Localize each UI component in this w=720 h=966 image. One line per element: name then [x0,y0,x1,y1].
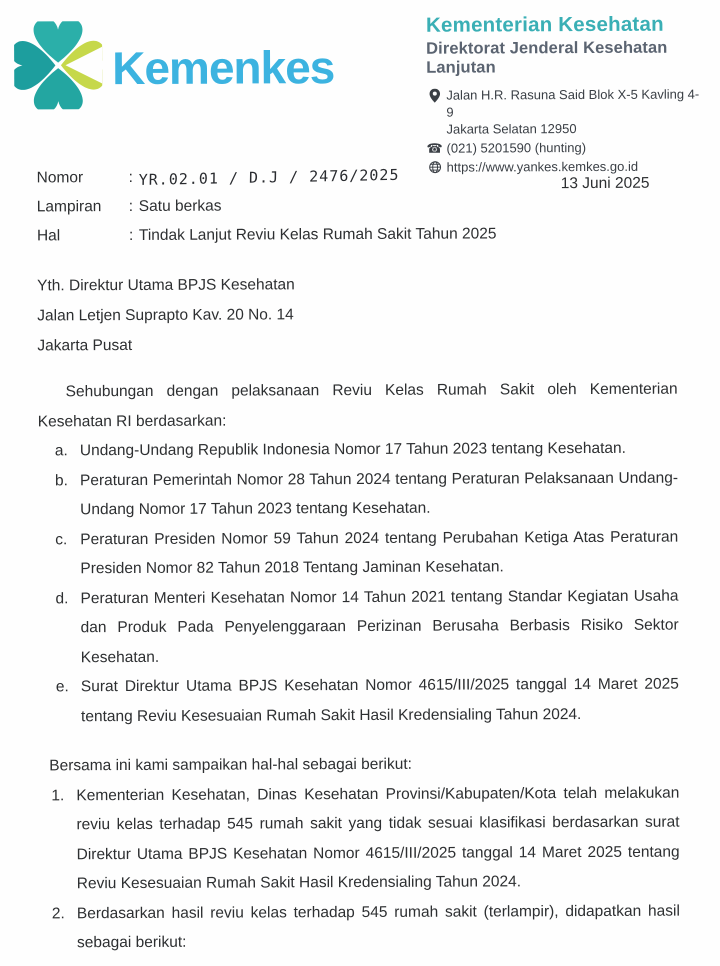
nomor-value-handwritten: YR.02.01 / D.J / 2476/2025 [138,165,400,190]
list-item-text: Peraturan Presiden Nomor 59 Tahun 2024 tentang Perubahan Ketiga Atas Peraturan Presiden Nomor 82 Tahun 2018 Tentang Jaminan Kesehatan. [80,528,679,578]
list-item-marker: e. [55,678,69,696]
findings-list [51,778,680,958]
contact-address [426,85,706,137]
recipient-block [37,270,295,361]
contact-phone-text: (021) 5201590 (hunting) [446,140,587,156]
org-title: Kementerian Kesehatan [425,12,664,37]
list-item-marker: 2. [51,904,65,922]
list-item [55,434,678,466]
list-item-text: Undang-Undang Republik Indonesia Nomor 17 Tahun 2023 tentang Kesehatan. [79,439,626,460]
list-item [55,463,678,525]
hal-label: Hal [36,227,61,245]
list-item-text: Kementerian Kesehatan, Dinas Kesehatan Provinsi/Kabupaten/Kota telah melakukan reviu kelas terhadap 545 rumah sakit yang tidak sesuai klasifikasi berdasarkan surat Direktur Utama BPJS Kesehatan Nomor 4615/III/2025 tanggal 14 Maret 2025 tentang Reviu Kesesuaian Rumah Sakit Hasil Kredensialing Tahun 2024. [76,784,680,893]
letter-meta [37,167,537,256]
list-item-text: Peraturan Pemerintah Nomor 28 Tahun 2024 tentang Peraturan Pelaksanaan Undang-Undang Nomor 17 Tahun 2023 tentang Kesehatan. [79,469,679,519]
meta-row-hal [37,225,537,256]
list-item-marker: d. [55,589,69,607]
legal-basis-list [55,434,679,732]
contact-address-text [446,85,706,137]
nomor-colon: : [128,168,134,187]
list-item-text: Peraturan Menteri Kesehatan Nomor 14 Tahun 2021 tentang Standar Kegiatan Usaha dan Produk Pada Penyelenggaraan Perizinan Berusaha Berbasis Risiko Sektor Kesehatan. [80,587,679,666]
list-item [55,522,678,584]
contact-website-text: https://www.yankes.kemkes.go.id [446,158,639,175]
list-item-marker: a. [54,442,68,460]
kemenkes-wordmark: Kemenkes [112,41,335,95]
contact-phone [427,138,707,156]
nomor-label: Nomor [36,169,84,187]
recipient-line-3: Jakarta Pusat [37,336,133,355]
list-item-text: Berdasarkan hasil reviu kelas terhadap 545 rumah sakit (terlampir), didapatkan hasil sebagai berikut: [76,902,680,952]
list-item [52,896,680,958]
recipient-line-1: Yth. Direktur Utama BPJS Kesehatan [37,276,295,295]
hal-colon: : [128,226,134,245]
address-line-1: Jalan H.R. Rasuna Said Blok X-5 Kavling 4-9 [446,86,700,120]
address-line-2: Jakarta Selatan 12950 [446,121,577,137]
list-item [51,778,680,899]
org-subtitle: Direktorat Jenderal Kesehatan Lanjutan [426,38,668,77]
contact-list [426,85,706,175]
lampiran-colon: : [128,197,134,216]
hal-value: Tindak Lanjut Reviu Kelas Rumah Sakit Tahun 2025 [138,225,497,244]
location-pin-icon [426,87,442,103]
second-intro: Bersama ini kami sampaikan hal-hal sebagai berikut: [49,755,412,775]
letterhead-org-block [426,12,707,177]
recipient-line-2: Jalan Letjen Suprapto Kav. 20 No. 14 [37,306,294,325]
lampiran-value: Satu berkas [138,197,222,215]
list-item-text: Surat Direktur Utama BPJS Kesehatan Nomor 4615/III/2025 tanggal 14 Maret 2025 tentang Reviu Kesesuaian Rumah Sakit Hasil Kredensialing Tahun 2024. [80,675,679,725]
list-item [55,581,678,672]
list-item-marker: c. [55,530,68,548]
letter-date: 13 Juni 2025 [560,174,650,193]
list-item [56,670,679,732]
list-item-marker: 1. [51,786,65,804]
phone-icon: ☎ [426,140,443,156]
list-item-marker: b. [54,471,68,489]
kemenkes-logo [14,20,335,109]
opening-paragraph: Sehubungan dengan pelaksanaan Reviu Kelas Rumah Sakit oleh Kementerian Kesehatan RI berdasarkan: [37,380,678,430]
kemenkes-logo-icon [14,21,102,109]
meta-row-nomor [37,167,537,198]
letter-body [38,375,681,958]
meta-row-lampiran [37,196,537,227]
lampiran-label: Lampiran [36,198,102,216]
